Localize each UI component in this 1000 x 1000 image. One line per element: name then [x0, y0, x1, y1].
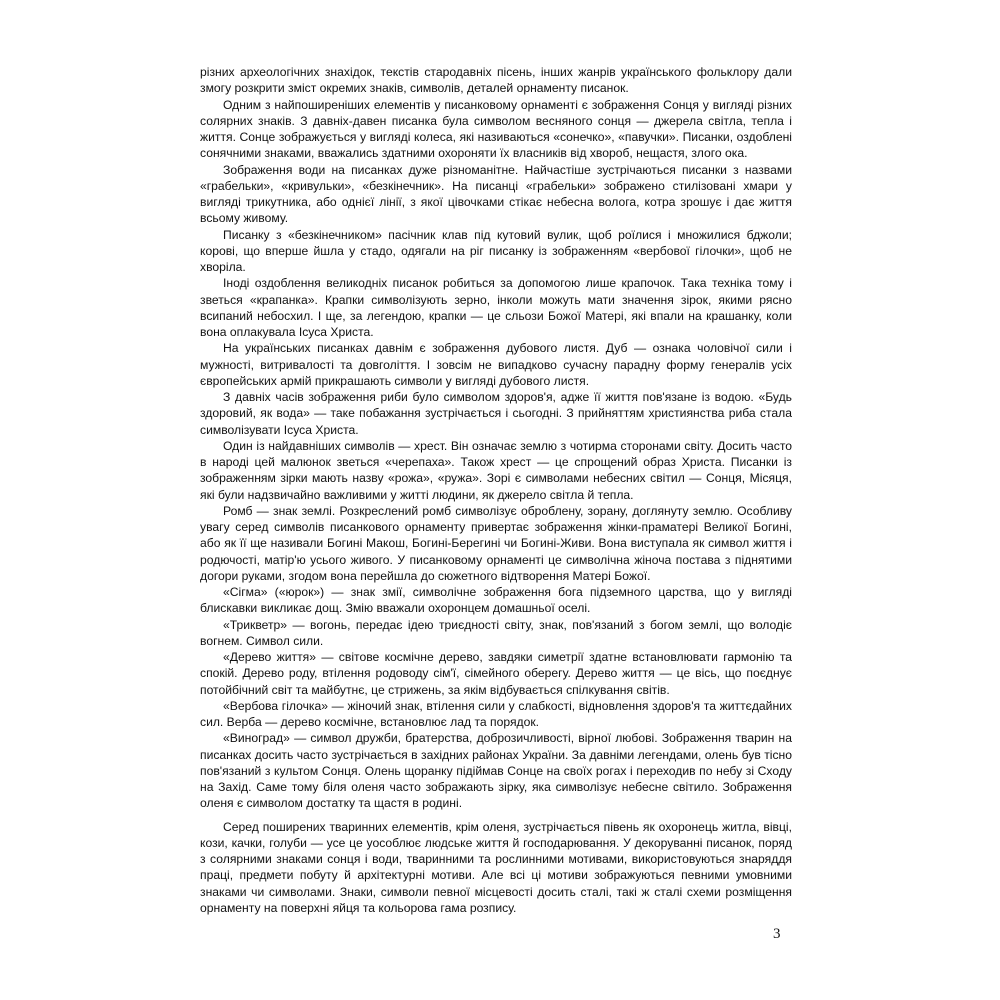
paragraph-water: Зображення води на писанках дуже різноманітне. Найчастіше зустрічаються писанки з назвами «грабельки», «кривульки», «безкінечник». На писанці «грабельки» зображено стилізовані хмари у вигляді трикутника, або однієї лінії, з якої цівочками стікає небесна волога, котра зрошує і дає життя всьому живому. [200, 162, 792, 226]
paragraph-intro-continuation: різних археологічних знахідок, текстів стародавніх пісень, інших жанрів українського фольклору дали змогу розкрити зміст окремих знаків, символів, деталей орнаменту писанок. [200, 65, 792, 96]
paragraph-dots: Іноді оздоблення великодніх писанок робиться за допомогою лише крапочок. Така техніка тому і зветься «крапанка». Крапки символізують зерно, інколи можуть мати значення зірок, якими рясно всипаний небосхил. І ще, за легендою, крапки — це сльози Божої Матері, які впали на крашанку, коли вона оплакувала Ісуса Христа. [200, 276, 792, 339]
paragraph-sun: Одним з найпоширеніших елементів у писанковому орнаменті є зображення Сонця у вигляді різних солярних знаків. З давніх-давен писанка була символом весняного сонця — джерела світла, тепла і життя. Сонце зображується у вигляді колеса, які називаються «сонечко», «павучки». Писанки, оздоблені сонячними знаками, вважались здатними охороняти їх власників від хвороб, нещастя, злого ока. [200, 97, 792, 161]
paragraph-beekeeper: Писанку з «безкінечником» пасічник клав під кутовий вулик, щоб роїлися і множилися бджоли; корові, що вперше йшла у стадо, одягали на ріг писанку із зображенням «вербової гілочки», щоб не хворіла. [200, 227, 792, 274]
page-number: 3 [773, 926, 781, 942]
paragraph-willow: «Вербова гілочка» — жіночий знак, втілення сили у слабкості, відновлення здоров'я та життєдайних сил. Верба — дерево космічне, встановлює лад та порядок. [200, 698, 792, 729]
paragraph-animals: Серед поширених тваринних елементів, крім оленя, зустрічається півень як охоронець житла, вівці, кози, качки, голуби — усе це уособлює людське життя й господарювання. У декоруванні писанок, поряд з солярними знаками сонця і води, тваринними та рослинними мотивами, використовуються знаряддя праці, предмети побуту й архітектурні мотиви. Але всі ці мотиви зображуються певними умовними знаками чи символами. Знаки, символи певної місцевості досить сталі, такі ж сталі схеми розміщення орнаменту на поверхні яйця та кольорова гама розпису. [200, 819, 792, 915]
paragraph-fish: З давніх часів зображення риби було символом здоров'я, адже її життя пов'язане із водою. «Будь здоровий, як вода» — таке побажання зустрічається і сьогодні. З прийняттям християнства риба стала символізувати Ісуса Христа. [200, 390, 792, 437]
paragraph-sigma: «Сігма» («юрок») — знак змії, символічне зображення бога підземного царства, що у вигляді блискавки викликає дощ. Змію вважали охоронцем домашньої оселі. [200, 585, 792, 616]
paragraph-grape: «Виноград» — символ дружби, братерства, доброзичливості, вірної любові. Зображення тварин на писанках досить часто зустрічається в західних районах України. За давніми легендами, олень був тісно пов'язаний з культом Сонця. Олень щоранку підіймав Сонце на своїх рогах і переходив по небу зі Сходу на Захід. Саме тому біля оленя часто зображають зірку, яка символізує небесне світило. Зображення оленя є символом достатку та щастя в родині. [200, 731, 792, 811]
paragraph-cross: Один із найдавніших символів — хрест. Він означає землю з чотирма сторонами світу. Досить часто в народі цей малюнок зветься «черепаха». Також хрест — це спрощений образ Христа. Писанки із зображенням зірки мають назву «рожа», «ружа». Зорі є символами небесних світил — Сонця, Місяця, які були надзвичайно важливими у житті людини, як джерело світла й тепла. [200, 438, 792, 502]
paragraph-rhombus: Ромб — знак землі. Розкреслений ромб символізує оброблену, зорану, доглянуту землю. Особливу увагу серед символів писанкового орнаменту привертає зображення жінки-праматері Великої Богині, або як її ще називали Богині Макош, Богині-Берегині чи Богині-Живи. Вона виступала як символ життя і родючості, матір'ю усього живого. У писанковому орнаменті це символічна жіноча постава з піднятими догори руками, згодом вона перейшла до сюжетного відтворення Матері Божої. [200, 503, 792, 583]
paragraph-triskelion: «Трикветр» — вогонь, передає ідею триєдності світу, знак, пов'язаний з богом землі, що володіє вогнем. Символ сили. [200, 617, 792, 648]
paragraph-oak: На українських писанках давнім є зображення дубового листя. Дуб — ознака чоловічої сили і мужності, витривалості та довголіття. І зовсім не випадково сучасну парадну форму генералів усіх європейських армій прикрашають символи у вигляді дубового листя. [200, 341, 792, 388]
paragraph-tree-of-life: «Дерево життя» — світове космічне дерево, завдяки симетрії здатне встановлювати гармонію та спокій. Дерево роду, втілення родоводу сім'ї, сімейного оберегу. Дерево життя — це вісь, що поєднує потойбічний світ та майбутнє, це стрижень, за якім відбувається спілкування світів. [200, 650, 792, 697]
page-body [200, 64, 792, 916]
